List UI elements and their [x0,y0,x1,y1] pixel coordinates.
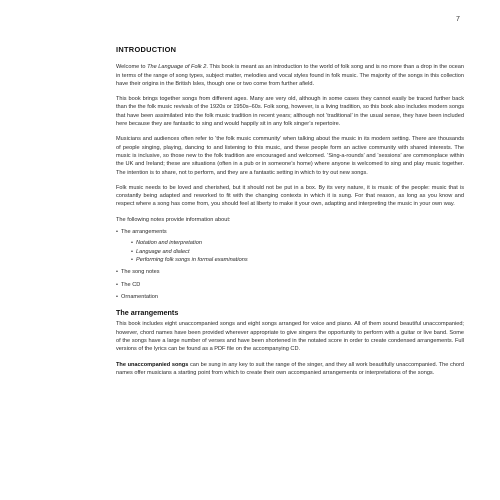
notes-list [116,228,464,301]
intro-paragraph-5: The following notes provide information about: [116,216,231,223]
list-item-label: Ornamentation [121,293,159,300]
intro-paragraph-3: Musicians and audiences often refer to ‘the folk music community’ when talking about the music in its modern setting. There are thousands of people singing, playing, dancing to and listening to this music, and these people form an active community with shared interests. The music is inclusive, so those new to the folk tradition are encouraged and welcomed. ‘Sing-a-rounds’ and ‘sessions’ are commonplace within the UK and Ireland; these are situations (often in a pub or in someone’s home) where anyone is welcomed to sing and play music together. The intention is to share, not to perform, and they are a fantastic setting in which to try out new songs. [116,136,464,176]
list-item [116,281,464,289]
list-item-label: The arrangements [121,229,167,236]
list-item-label: The CD [121,281,141,288]
arrangements-paragraph-2 [116,361,464,378]
introduction-heading: INTRODUCTION [116,45,177,54]
arrangements-p2-rest: can be sung in any key to suit the range of the singer, and they all work beautifully unaccompanied. The chord names offer musicians a starting point from which to create their own accompanied arrangements or interpretations of the songs. [116,361,464,376]
sub-list-item: • Language and dialect [131,248,464,256]
page-number: 7 [456,16,460,23]
book-title: The Language of Folk 2 [147,64,207,71]
intro-paragraph-2: This book brings together songs from different ages. Many are very old, although in some cases they cannot easily be traced further back than the the folk music revivals of the 1920s or 1950s–60s. Folk song, however, is a living tradition, so this book also includes modern songs that have been assimilated into the folk music tradition in recent years; although not ‘traditional’ in the usual sense, they have been included here because they are fantastic to sing and would happily sit in any folk singer’s repertoire. [116,96,464,128]
sub-list-item: • Notation and interpretation [131,239,464,247]
list-item [116,293,464,301]
list-item-label: The song notes [121,269,160,276]
intro-p1-lead: Welcome to [116,64,148,71]
sub-list-item: • Performing folk songs in formal examinations [131,256,464,264]
page-content [116,46,464,384]
unaccompanied-songs-term: The unaccompanied songs [116,361,189,368]
intro-paragraph-4: Folk music needs to be loved and cherished, but it should not be put in a box. By its very nature, it is music of the people: music that is constantly being adapted and reworked to fit with the changing contexts in which it is sung. For that reason, as long as you know and respect where a song has come from, you should feel at liberty to make it your own, adapting and interpreting the music in your own way. [116,184,464,208]
arrangements-heading: The arrangements [116,308,179,318]
intro-p1-rest: . This book is meant as an introduction to the world of folk song and is no more than a drop in the ocean in terms of the range of song types, subject matter, melodies and vocal styles found in folk music. The majority of the songs in this collection have their origins in the British Isles, though one or two come from further afield. [116,64,464,87]
intro-paragraph-1 [116,63,464,88]
list-item [116,268,464,276]
arrangements-sub-list [131,239,464,264]
list-item [116,228,464,264]
arrangements-paragraph-1: This book includes eight unaccompanied songs and eight songs arranged for voice and piano. All of them sound beautiful unaccompanied; however, chord names have been provided wherever appropriate to give singers the opportunity to perform with a guitar or live band. Some of the songs have a large number of verses and have been shortened in the notated score in order to create condensed arrangements. Full versions of the lyrics can be found as a PDF file on the accompanying CD. [116,321,464,353]
